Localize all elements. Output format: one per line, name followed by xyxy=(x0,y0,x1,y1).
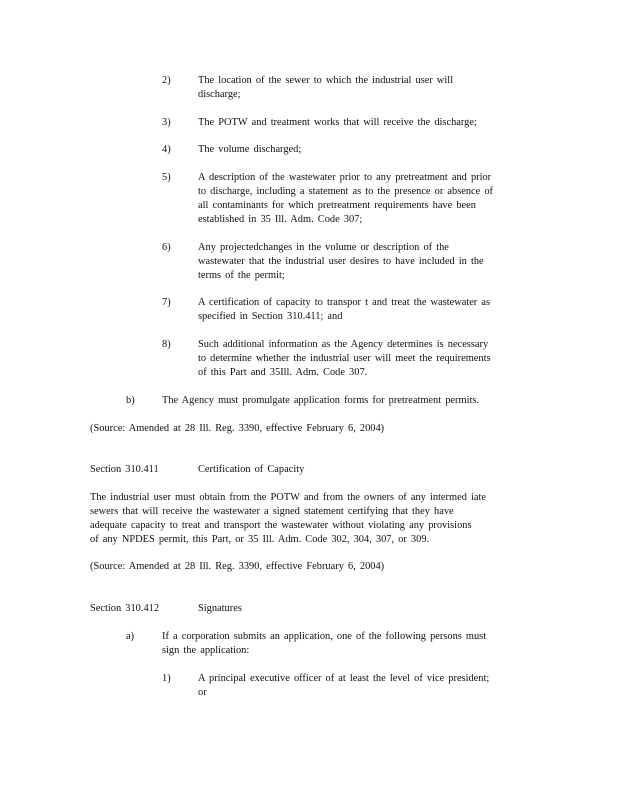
item-text: The Agency must promulgate application forms for pretreatment permits. xyxy=(162,395,479,406)
item-number: 5) xyxy=(162,172,171,183)
item-number: 2) xyxy=(162,75,171,86)
item-text: A description of the wastewater prior to any pretreatment and prior to discharge, including a statement as to the presence or absence of all contaminants for which pretreatment requirements have been established in 35 Ill. Adm. Code 307; xyxy=(198,172,494,225)
item-number: 3) xyxy=(162,117,171,128)
item-text: The location of the sewer to which the industrial user will discharge; xyxy=(198,75,454,100)
section-title: Certification of Capacity xyxy=(198,464,305,475)
item-number: 1) xyxy=(162,673,171,684)
section-number: Section 310.411 xyxy=(90,464,159,475)
section-title: Signatures xyxy=(198,603,242,614)
item-text: Any projectedchanges in the volume or description of the wastewater that the industrial user desires to have included in the terms of the permit; xyxy=(198,242,484,281)
source-note: (Source: Amended at 28 Ill. Reg. 3390, effective February 6, 2004) xyxy=(90,423,385,434)
item-number: 6) xyxy=(162,242,171,253)
item-text: The volume discharged; xyxy=(198,144,302,155)
item-text: A principal executive officer of at least the level of vice president; or xyxy=(198,673,490,698)
item-number: b) xyxy=(126,395,135,406)
source-note: (Source: Amended at 28 Ill. Reg. 3390, effective February 6, 2004) xyxy=(90,561,385,572)
section-body: The industrial user must obtain from the POTW and from the owners of any intermed iate sewers that will receive the wastewater a signed statement certifying that they have adequate capacity to treat and transport the wastewater without violating any provisions of any NPDES permit, this Part, or 35 Ill. Adm. Code 302, 304, 307, or 309. xyxy=(90,492,486,545)
item-text: If a corporation submits an application, one of the following persons must sign the application: xyxy=(162,631,487,656)
item-number: 7) xyxy=(162,297,171,308)
item-text: Such additional information as the Agency determines is necessary to determine whether the industrial user will meet the requirements of this Part and 35Ill. Adm. Code 307. xyxy=(198,339,491,378)
item-text: A certification of capacity to transpor t and treat the wastewater as specified in Section 310.411; and xyxy=(198,297,491,322)
item-number: 8) xyxy=(162,339,171,350)
item-number: a) xyxy=(126,631,135,642)
item-text: The POTW and treatment works that will receive the discharge; xyxy=(198,117,477,128)
item-number: 4) xyxy=(162,144,171,155)
section-number: Section 310.412 xyxy=(90,603,160,614)
